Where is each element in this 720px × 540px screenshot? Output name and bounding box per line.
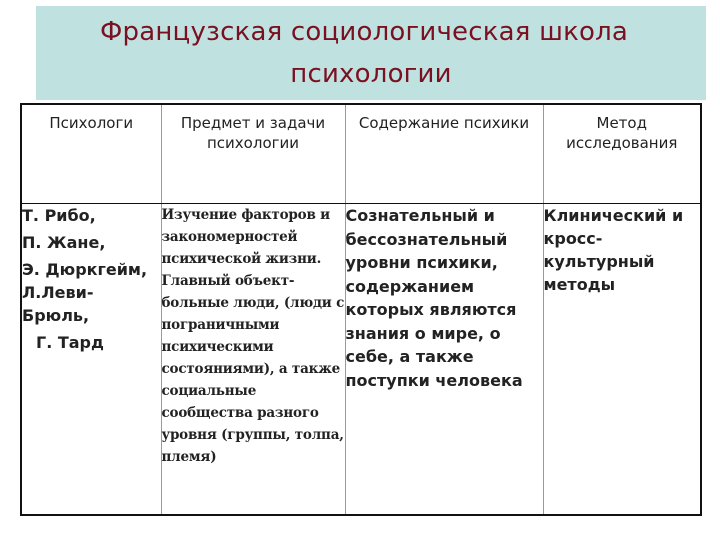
header-psychologists: Психологи [21, 104, 161, 204]
method-cell: Клинический и кросс-культурный методы [543, 206, 684, 294]
title-banner [36, 6, 706, 100]
schools-table [20, 103, 702, 516]
slide-title-line-2: психологии [290, 59, 452, 89]
content-cell: Сознательный и бессознательный уровни психики, содержанием которых являются знания о мире, о себе, а также поступки человека [345, 204, 543, 516]
slide-title-line-1: Французская социологическая школа [99, 17, 629, 47]
header-method: Метод исследования [543, 104, 701, 204]
header-content: Содержание психики [345, 104, 543, 204]
psychologist-name: Т. Рибо, [22, 206, 96, 225]
table-row [21, 204, 701, 516]
table-header-row [21, 104, 701, 204]
psychologist-name: П. Жане, [22, 233, 106, 252]
psychologist-name: Э. Дюркгейм, Л.Леви-Брюль, [22, 260, 148, 325]
psychologists-cell [21, 204, 161, 516]
header-subject: Предмет и задачи психологии [161, 104, 345, 204]
subject-cell: Изучение факторов и закономерностей психической жизни. Главный объект- больные люди, (люди с пограничными психическими состояниями), а также социальные сообщества разного уровня (группы, толпа, племя) [161, 204, 345, 516]
psychologist-name: Г. Тард [36, 333, 104, 352]
